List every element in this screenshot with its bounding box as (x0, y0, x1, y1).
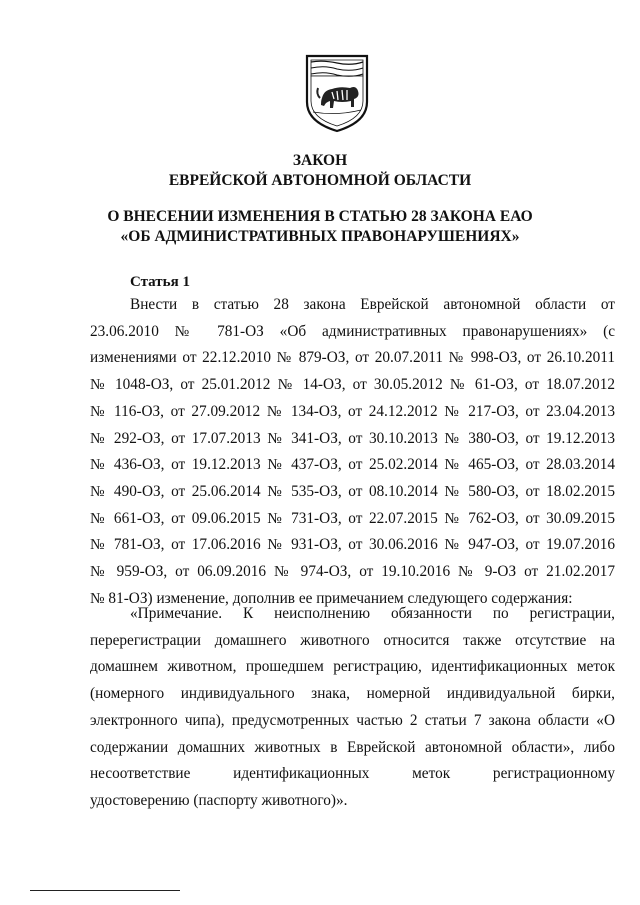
paragraph-line: № 1048-ОЗ, от 25.01.2012 № 14-ОЗ, от 30.05.2012 № 61-ОЗ, от 18.07.2012 (90, 376, 615, 394)
paragraph-line: 23.06.2010 № 781-ОЗ «Об административных правонарушениях» (с (90, 322, 615, 340)
paragraph-line: перерегистрации домашнего животного относится также отсутствие на (90, 631, 615, 649)
paragraph-line: (номерного индивидуального знака, номерной индивидуальной бирки, (90, 685, 615, 703)
coat-of-arms-tiger-icon (303, 52, 371, 134)
region-heading: ЕВРЕЙСКОЙ АВТОНОМНОЙ ОБЛАСТИ (168, 172, 472, 189)
paragraph-line: удостоверению (паспорту животного)». (90, 791, 348, 809)
law-title-line-1: О ВНЕСЕНИИ ИЗМЕНЕНИЯ В СТАТЬЮ 28 ЗАКОНА ЕАО (107, 208, 533, 225)
paragraph-line: домашнем животном, прошедшем регистрацию, идентификационных меток (90, 658, 615, 676)
article-paragraph-note (90, 601, 615, 815)
paragraph-line: электронного чипа), предусмотренных частью 2 статьи 7 закона области «О (90, 711, 615, 729)
paragraph-line: изменениями от 22.12.2010 № 879-ОЗ, от 20.07.2011 № 998-ОЗ, от 26.10.2011 (90, 349, 615, 367)
paragraph-line: Внести в статью 28 закона Еврейской автономной области от (130, 296, 615, 313)
paragraph-line: № 116-ОЗ, от 27.09.2012 № 134-ОЗ, от 24.12.2012 № 217-ОЗ, от 23.04.2013 (90, 402, 615, 420)
law-title-line-2: «ОБ АДМИНИСТРАТИВНЫХ ПРАВОНАРУШЕНИЯХ» (120, 228, 520, 245)
paragraph-line: № 959-ОЗ, от 06.09.2016 № 974-ОЗ, от 19.10.2016 № 9-ОЗ от 21.02.2017 (90, 563, 615, 581)
paragraph-line: № 292-ОЗ, от 17.07.2013 № 341-ОЗ, от 30.10.2013 № 380-ОЗ, от 19.12.2013 (90, 429, 615, 447)
document-type-heading: ЗАКОН (292, 152, 348, 169)
paragraph-line: несоответствие идентификационных меток регистрационному (90, 765, 615, 783)
paragraph-line: № 490-ОЗ, от 25.06.2014 № 535-ОЗ, от 08.10.2014 № 580-ОЗ, от 18.02.2015 (90, 482, 615, 500)
paragraph-line: содержании домашних животных в Еврейской автономной области», либо (90, 738, 615, 756)
article-paragraph-1 (90, 292, 615, 612)
article-heading: Статья 1 (130, 274, 190, 290)
paragraph-line: № 81-ОЗ) изменение, дополнив ее примечанием следующего содержания: (90, 589, 573, 607)
paragraph-line: № 781-ОЗ, от 17.06.2016 № 931-ОЗ, от 30.06.2016 № 947-ОЗ, от 19.07.2016 (90, 536, 615, 554)
paragraph-line: № 436-ОЗ, от 19.12.2013 № 437-ОЗ, от 25.02.2014 № 465-ОЗ, от 28.03.2014 (90, 456, 615, 474)
paragraph-line: «Примечание. К неисполнению обязанности по регистрации, (130, 605, 615, 622)
paragraph-line: № 661-ОЗ, от 09.06.2015 № 731-ОЗ, от 22.07.2015 № 762-ОЗ, от 30.09.2015 (90, 509, 615, 527)
footnote-divider (30, 890, 180, 891)
